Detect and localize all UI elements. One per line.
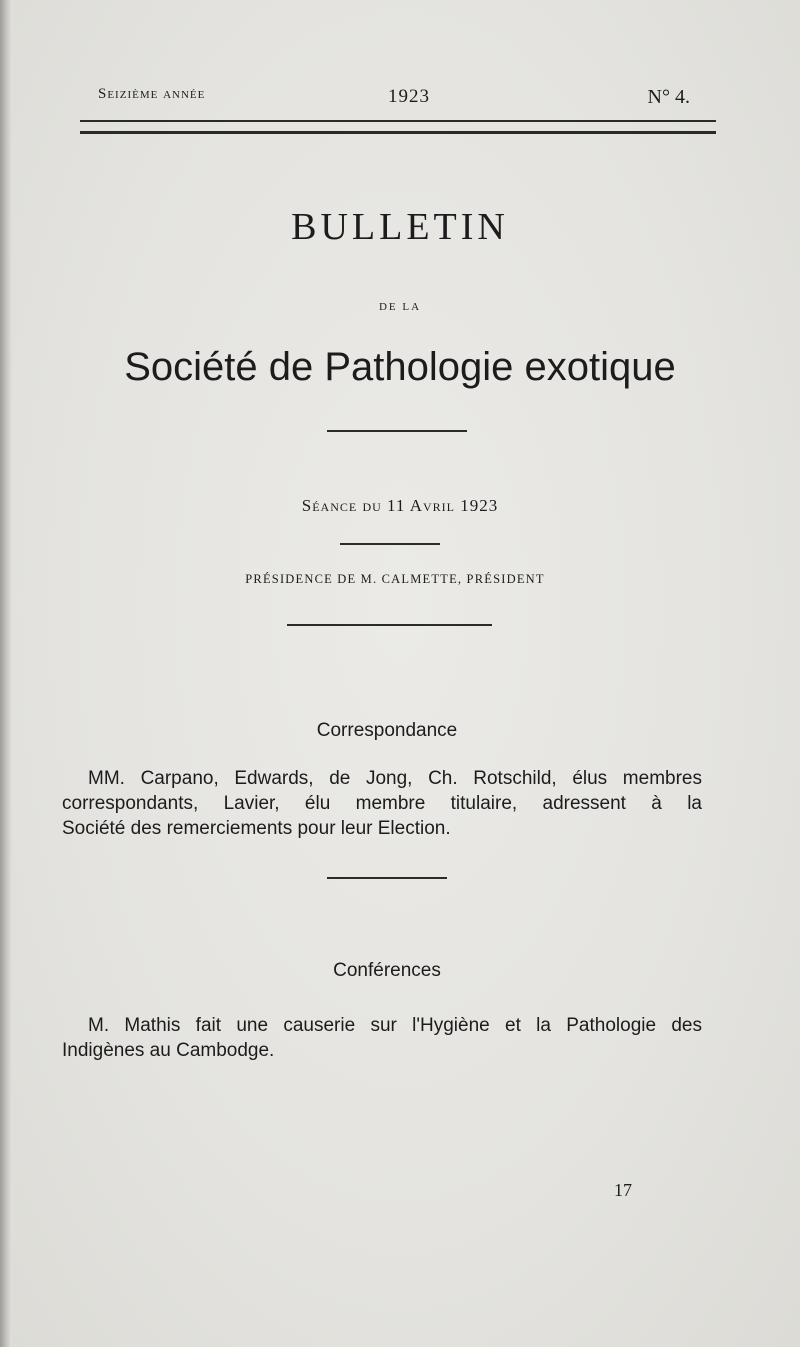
divider-rule: [287, 624, 492, 626]
conferences-paragraph: [62, 1013, 702, 1063]
year-label: Seizième année: [98, 86, 206, 102]
conferences-heading: Conférences: [333, 960, 441, 981]
divider-rule: [340, 543, 440, 545]
issue-number: N° 4.: [647, 86, 690, 108]
header-double-rule: [80, 120, 716, 134]
society-name: Société de Pathologie exotique: [124, 345, 676, 389]
divider-rule: [327, 877, 447, 879]
paragraph-line: Société des remerciements pour leur Election.: [62, 818, 451, 839]
paragraph-line: Indigènes au Cambodge.: [62, 1040, 275, 1061]
page-binding-edge: [0, 0, 12, 1347]
bulletin-title: BULLETIN: [291, 206, 509, 248]
paragraph-line: correspondants, Lavier, élu membre titulaire, adressent à la: [62, 793, 702, 814]
year: 1923: [388, 86, 430, 107]
presidency-line: PRÉSIDENCE DE M. CALMETTE, PRÉSIDENT: [245, 572, 545, 586]
paragraph-line: MM. Carpano, Edwards, de Jong, Ch. Rotschild, élus membres: [88, 768, 702, 789]
divider-rule: [327, 430, 467, 432]
running-header: [80, 82, 716, 112]
paragraph-line: M. Mathis fait une causerie sur l'Hygiène et la Pathologie des: [88, 1015, 702, 1036]
correspondance-paragraph: [62, 766, 702, 841]
correspondance-heading: Correspondance: [316, 720, 458, 741]
session-date: Séance du 11 Avril 1923: [301, 496, 499, 515]
page-number: 17: [614, 1180, 632, 1200]
subtitle-connector: DE LA: [378, 301, 422, 313]
